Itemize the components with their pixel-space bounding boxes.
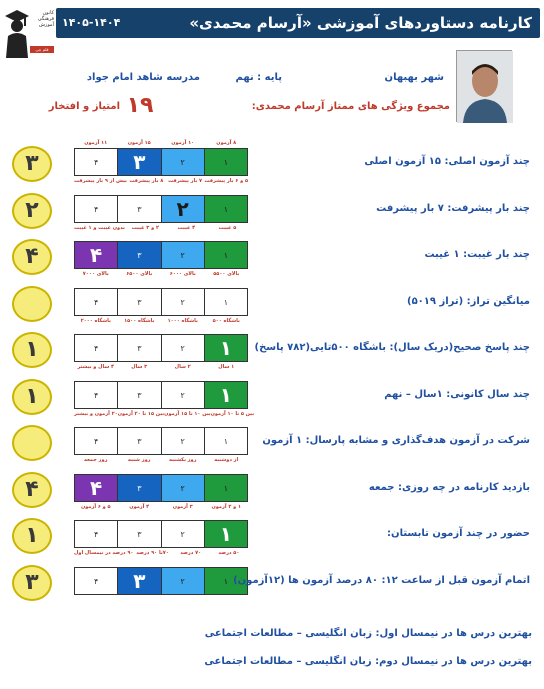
logo-line: فرهنگی <box>37 16 54 22</box>
level-grid <box>74 288 248 316</box>
level-labels-bottom <box>74 271 248 277</box>
level-label: باشگاه ۱۰۰۰ <box>167 318 198 324</box>
level-cell: ۱ <box>205 196 247 222</box>
level-label: ۱۵ آزمون <box>127 140 151 146</box>
achievement-question: چند پاسخ صحیح(دریک سال): باشگاه ۵۰۰تایی(۷۸۲ پاسخ) <box>254 342 530 353</box>
level-cell: ۴ <box>75 196 118 222</box>
achievement-question: میانگین تراز: (تراز ۵۰۱۹) <box>406 296 530 307</box>
achievement-question: چند بار غیبت: ۱ غیبت <box>424 249 530 260</box>
level-labels-bottom <box>74 364 248 370</box>
level-label: ۳ آزمون <box>172 504 193 510</box>
level-label: ۵ غیبت <box>218 225 237 231</box>
level-grid <box>74 520 248 548</box>
achievement-row <box>0 233 544 279</box>
level-label: ۲۰ آزمون و بیشتر <box>74 411 118 417</box>
level-cell: ۳ <box>118 475 161 501</box>
level-label: ۴ آزمون <box>129 504 150 510</box>
level-cell: ۴ <box>75 382 118 408</box>
score-circle: ۳ <box>12 146 52 182</box>
score-circle: ۱ <box>12 379 52 415</box>
level-label: ۵ و ۶ آزمون <box>80 504 111 510</box>
level-label: ۷۰تا ۹۰ درصد <box>136 550 169 556</box>
level-cell: ۳ <box>118 335 161 361</box>
total-score-unit: امتیاز و افتخار <box>48 101 120 112</box>
best-subjects-second-term: بهترین درس ها در نیمسال دوم: زبان انگلیسی – مطالعات اجتماعی <box>204 656 532 667</box>
level-cell: ۳ <box>118 382 161 408</box>
level-label: بیش از ۹ بار پیشرفت <box>74 178 127 184</box>
level-label: بین ۱۰ تا ۱۵ آزمون <box>164 411 211 417</box>
logo-badge: قلم چی <box>30 46 54 53</box>
achievement-row <box>0 373 544 419</box>
level-cell: ۱ <box>205 242 247 268</box>
achievement-row <box>0 512 544 558</box>
level-cell: ۴ <box>75 289 118 315</box>
achievement-question: حضور در چند آزمون تابستان: <box>387 528 530 539</box>
achievement-question: چند بار پیشرفت: ۷ بار پیشرفت <box>376 203 530 214</box>
level-label: روز شنبه <box>127 457 151 463</box>
level-labels-bottom <box>74 457 248 463</box>
level-label: ۵۰ درصد <box>218 550 240 556</box>
level-labels-bottom <box>74 178 248 184</box>
level-label: ۴ غیبت <box>177 225 196 231</box>
achievement-row <box>0 280 544 326</box>
level-label: بالای ۷۰۰۰ <box>82 271 109 277</box>
level-grid <box>74 241 248 269</box>
level-label: از دوشنبه <box>214 457 239 463</box>
score-circle: ۲ <box>12 193 52 229</box>
level-label: ۹۰ درصد در نیمسال اول <box>74 550 134 556</box>
level-labels-bottom <box>74 504 248 510</box>
level-grid <box>74 567 248 595</box>
level-cell: ۱ <box>205 428 247 454</box>
level-cell: ۲ <box>162 428 205 454</box>
report-header <box>0 0 544 52</box>
level-cell: ۳ <box>118 568 161 594</box>
level-cell: ۲ <box>162 475 205 501</box>
level-labels-bottom <box>74 225 248 231</box>
score-circle <box>12 286 52 322</box>
level-labels-bottom <box>74 318 248 324</box>
best-subjects-first-term: بهترین درس ها در نیمسال اول: زبان انگلیسی – مطالعات اجتماعی <box>204 628 532 639</box>
report-title: کارنامه دستاوردهای آموزشی «آرسام محمدی» <box>189 14 532 32</box>
level-cell: ۴ <box>75 428 118 454</box>
level-label: ۱۱ آزمون <box>84 140 108 146</box>
level-label: ۷ بار پیشرفت <box>168 178 203 184</box>
level-label: ۳ سال <box>131 364 148 370</box>
achievement-question: اتمام آزمون قبل از ساعت ۱۲: ۸۰ درصد آزمون ها (۱۲آزمون) <box>233 575 530 586</box>
level-label: ۸ بار پیشرفت <box>129 178 164 184</box>
level-label: بالای ۶۰۰۰ <box>169 271 196 277</box>
level-cell: ۴ <box>75 242 118 268</box>
level-cell: ۲ <box>162 335 205 361</box>
level-grid <box>74 427 248 455</box>
achievement-row <box>0 466 544 512</box>
level-grid <box>74 474 248 502</box>
level-cell: ۲ <box>162 196 205 222</box>
level-cell: ۳ <box>118 428 161 454</box>
level-label: ۴ سال و بیشتر <box>77 364 115 370</box>
level-cell: ۳ <box>118 289 161 315</box>
level-label: بدون غیبت و ۱ غیبت <box>74 225 125 231</box>
level-cell: ۳ <box>118 242 161 268</box>
achievement-question: بازدید کارنامه در چه روزی: جمعه <box>368 482 530 493</box>
school-label: مدرسه شاهد امام جواد <box>86 72 200 83</box>
score-circle <box>12 425 52 461</box>
achievement-question: چند سال کانونی: ۱سال – نهم <box>384 389 530 400</box>
level-cell: ۱ <box>205 568 247 594</box>
level-cell: ۴ <box>75 475 118 501</box>
student-avatar-icon <box>457 51 513 123</box>
level-cell: ۴ <box>75 521 118 547</box>
level-cell: ۳ <box>118 149 161 175</box>
score-circle: ۴ <box>12 472 52 508</box>
logo-text <box>28 10 54 28</box>
level-cell: ۱ <box>205 149 247 175</box>
score-circle: ۱ <box>12 332 52 368</box>
level-label: روز یکشنبه <box>168 457 197 463</box>
score-circle: ۱ <box>12 518 52 554</box>
grade-label: پایه : نهم <box>235 72 282 83</box>
level-label: باشگاه ۱۵۰۰ <box>124 318 155 324</box>
level-cell: ۲ <box>162 242 205 268</box>
logo-line: آموزش <box>38 22 54 28</box>
level-cell: ۳ <box>118 521 161 547</box>
level-cell: ۲ <box>162 521 205 547</box>
level-cell: ۲ <box>162 289 205 315</box>
kanoon-logo <box>2 6 58 62</box>
level-label: ۵ و ۶ بار پیشرفت <box>204 178 248 184</box>
level-labels-bottom <box>74 411 255 417</box>
level-label: بالای ۶۵۰۰ <box>126 271 153 277</box>
level-cell: ۴ <box>75 149 118 175</box>
level-cell: ۱ <box>205 521 247 547</box>
level-label: ۱ سال <box>218 364 235 370</box>
level-cell: ۴ <box>75 335 118 361</box>
level-cell: ۲ <box>162 382 205 408</box>
achievement-row <box>0 326 544 372</box>
level-cell: ۳ <box>118 196 161 222</box>
level-label: ۷۰ درصد <box>180 550 202 556</box>
level-label: باشگاه ۵۰۰ <box>212 318 240 324</box>
level-label: روز جمعه <box>84 457 108 463</box>
level-cell: ۱ <box>205 289 247 315</box>
level-label: ۱ و ۲ آزمون <box>211 504 242 510</box>
level-cell: ۲ <box>162 568 205 594</box>
header-bar <box>56 8 540 38</box>
level-labels-bottom <box>74 550 248 556</box>
academic-year: ۱۴۰۵-۱۴۰۴ <box>62 16 121 29</box>
level-grid <box>74 334 248 362</box>
level-label: ۲ و ۳ غیبت <box>131 225 159 231</box>
level-cell: ۱ <box>205 335 247 361</box>
score-circle: ۴ <box>12 239 52 275</box>
total-score-label: مجموع ویژگی های ممتاز آرسام محمدی: <box>251 101 450 112</box>
total-score-value: ۱۹ <box>126 93 154 118</box>
achievement-question: چند آزمون اصلی: ۱۵ آزمون اصلی <box>364 156 530 167</box>
level-label: ۲ سال <box>174 364 191 370</box>
level-cell: ۱ <box>205 382 247 408</box>
achievement-question: شرکت در آزمون هدف‌گذاری و مشابه پارسال: ۱ آزمون <box>262 435 530 446</box>
level-label: ۸ آزمون <box>216 140 237 146</box>
level-labels-top <box>74 140 248 146</box>
level-cell: ۱ <box>205 475 247 501</box>
level-grid <box>74 381 248 409</box>
level-cell: ۲ <box>162 149 205 175</box>
level-cell: ۴ <box>75 568 118 594</box>
level-label: بین ۵ تا ۱۰ آزمون <box>210 411 255 417</box>
level-label: باشگاه ۲۰۰۰ <box>80 318 111 324</box>
level-label: بالای ۵۵۰۰ <box>213 271 240 277</box>
level-grid <box>74 195 248 223</box>
level-grid <box>74 148 248 176</box>
achievement-row <box>0 419 544 465</box>
level-label: ۱۰ آزمون <box>171 140 195 146</box>
logo-line: کانون <box>42 10 54 16</box>
score-circle: ۳ <box>12 565 52 601</box>
achievement-row <box>0 140 544 186</box>
level-label: بین ۱۵ تا ۲۰ آزمون <box>117 411 165 417</box>
student-photo <box>456 50 512 122</box>
achievement-row <box>0 187 544 233</box>
achievement-row <box>0 559 544 605</box>
city-label: شهر بهبهان <box>384 72 444 83</box>
